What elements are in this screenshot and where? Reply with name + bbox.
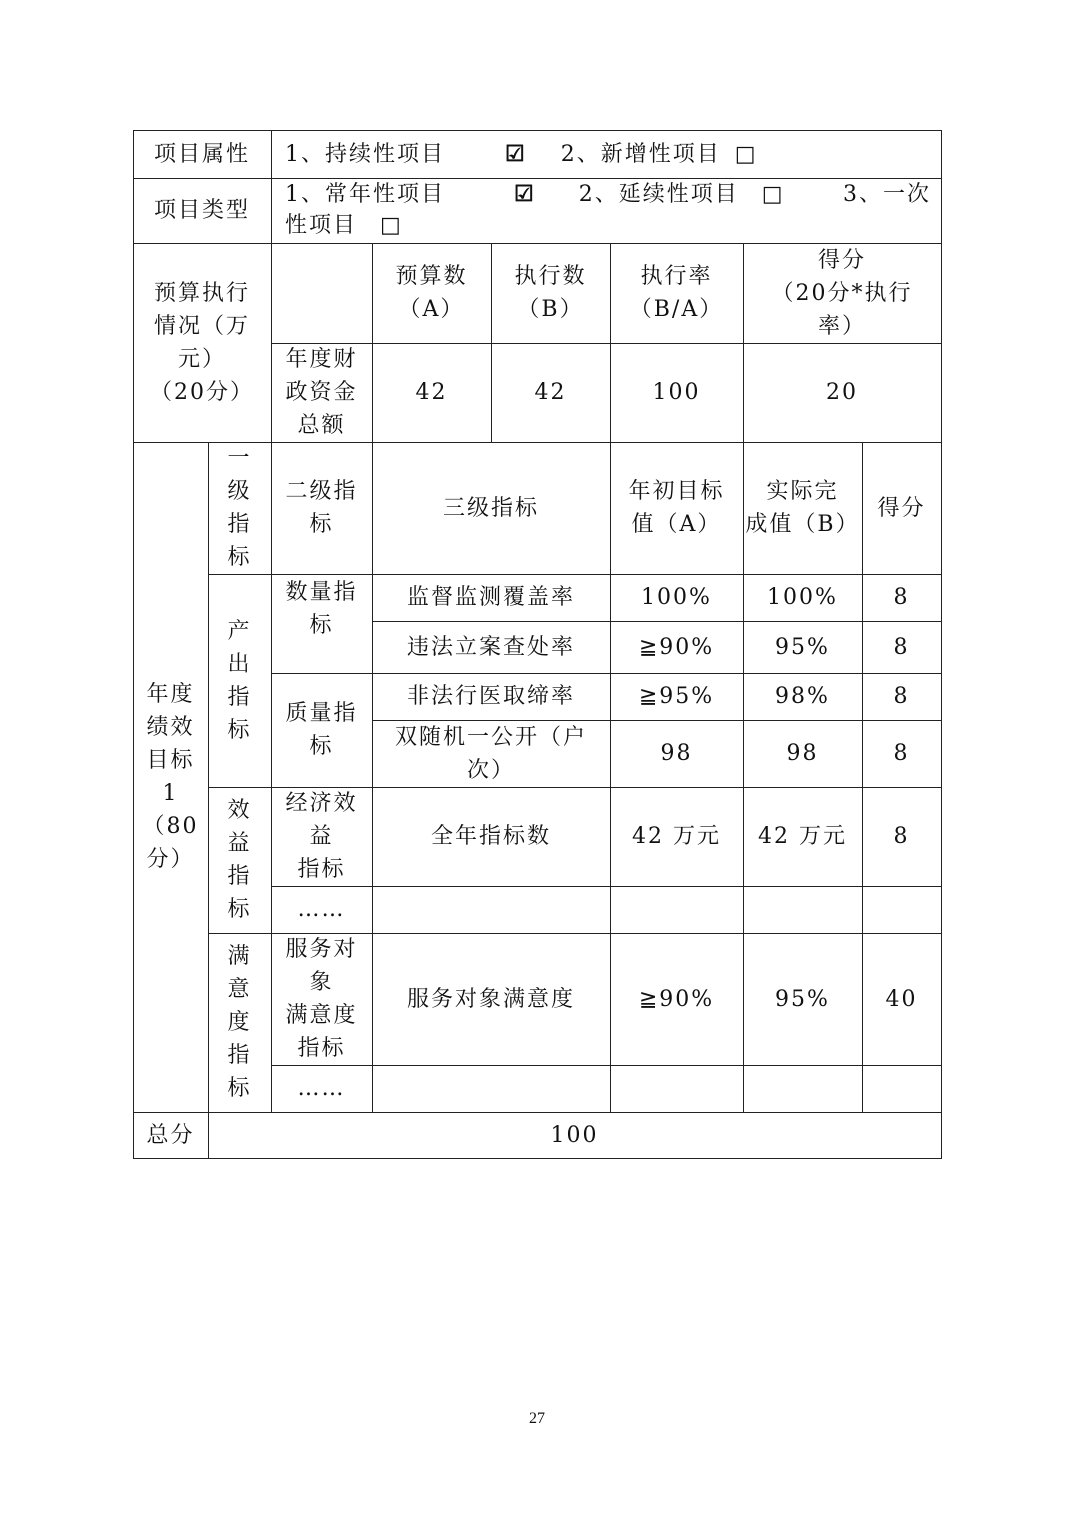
option-new: 2、新增性项目 <box>560 141 721 167</box>
table-row-score: 40 <box>885 986 918 1012</box>
table-row-actual: 98 <box>786 741 819 766</box>
table-row-indicator: 服务对象满意度 <box>406 986 575 1012</box>
budget-row-label: 年度财 政资金 总额 <box>285 347 358 438</box>
table-row-actual: 98% <box>775 684 830 709</box>
checked-box-icon[interactable]: ☑ <box>514 181 534 207</box>
option-continuous: 1、持续性项目 <box>285 141 445 167</box>
table-row-indicator: 违法立案查处率 <box>406 634 575 660</box>
total-value: 100 <box>550 1122 599 1148</box>
total-label: 总分 <box>146 1122 195 1148</box>
level2-quantity: 数量指 标 <box>285 580 358 638</box>
budget-value-planned: 42 <box>415 380 448 405</box>
budget-header-rate: 执行率 （B/A） <box>629 264 724 322</box>
table-row-indicator: 非法行医取缔率 <box>406 684 575 709</box>
table-row-score: 8 <box>893 824 910 849</box>
border-right <box>941 130 942 1159</box>
option-annual: 1、常年性项目 <box>285 182 445 207</box>
table-row-actual: 42 万元 <box>758 824 847 849</box>
option-one-time-cont: 性项目 <box>285 213 358 238</box>
budget-header-blank <box>271 243 372 343</box>
table-row-target: 100% <box>641 585 712 610</box>
table-row-score: 8 <box>893 741 910 766</box>
table-row-target: 98 <box>660 741 693 766</box>
header-level1-indicator: 一 级 指 标 <box>227 446 252 570</box>
budget-header-planned: 预算数 （A） <box>395 264 468 322</box>
unchecked-box-icon[interactable]: □ <box>761 182 783 207</box>
project-attribute-label: 项目属性 <box>153 141 250 167</box>
project-attribute-options <box>271 130 941 178</box>
checked-box-icon[interactable]: ☑ <box>505 140 525 167</box>
header-initial-target: 年初目标 值（A） <box>628 479 725 537</box>
table-row-target: ≧90% <box>638 634 715 660</box>
header-level3-indicator: 三级指标 <box>442 495 539 521</box>
header-score: 得分 <box>877 495 926 521</box>
performance-target-label: 年度 绩效 目标 1 （80 分） <box>142 682 199 872</box>
level2-economic-benefit: 经济效 益 指标 <box>285 791 358 882</box>
table-row-actual: 95% <box>775 986 830 1012</box>
level2-service-satisfaction: 服务对 象 满意度 指标 <box>285 937 358 1061</box>
budget-header-executed: 执行数 （B） <box>514 264 587 322</box>
group-output-indicators: 产 出 指 标 <box>227 618 252 743</box>
budget-header-score: 得分 （20分*执行 率） <box>771 247 913 339</box>
option-extended: 2、延续性项目 <box>578 182 739 207</box>
unchecked-box-icon[interactable]: □ <box>380 213 401 238</box>
table-row-score: 8 <box>893 634 910 660</box>
level2-benefit-more: …… <box>297 897 346 922</box>
table-row-indicator: 全年指标数 <box>430 824 551 849</box>
table-row-target: ≧95% <box>638 684 715 709</box>
header-actual-value: 实际完 成值（B） <box>745 479 860 537</box>
page-number: 27 <box>529 1410 545 1427</box>
table-row-target: 42 万元 <box>632 824 721 849</box>
option-one-time: 3、一次 <box>843 182 931 207</box>
table-row-target: ≧90% <box>638 986 715 1012</box>
group-benefit-indicators: 效 益 指 标 <box>227 798 252 922</box>
unchecked-box-icon[interactable]: □ <box>734 141 756 167</box>
table-row-indicator: 监督监测覆盖率 <box>406 585 575 610</box>
table-row-actual: 100% <box>767 585 838 610</box>
group-satisfaction-indicators: 满 意 度 指 标 <box>227 944 252 1101</box>
level2-quality: 质量指 标 <box>285 701 358 759</box>
table-row-indicator: 双随机一公开（户 次） <box>394 724 587 783</box>
table-row-score: 8 <box>893 585 910 610</box>
budget-execution-label: 预算执行 情况（万 元） （20分） <box>150 280 254 405</box>
border-bottom <box>133 1158 942 1159</box>
budget-value-rate: 100 <box>652 380 701 405</box>
budget-value-executed: 42 <box>534 380 567 405</box>
budget-value-score: 20 <box>826 380 858 405</box>
project-type-options <box>271 178 941 243</box>
level2-satisfaction-more: …… <box>297 1076 346 1101</box>
table-row-actual: 95% <box>775 634 830 660</box>
header-level2-indicator: 二级指 标 <box>285 479 358 537</box>
project-type-label: 项目类型 <box>153 198 250 223</box>
table-row-score: 8 <box>893 684 910 709</box>
